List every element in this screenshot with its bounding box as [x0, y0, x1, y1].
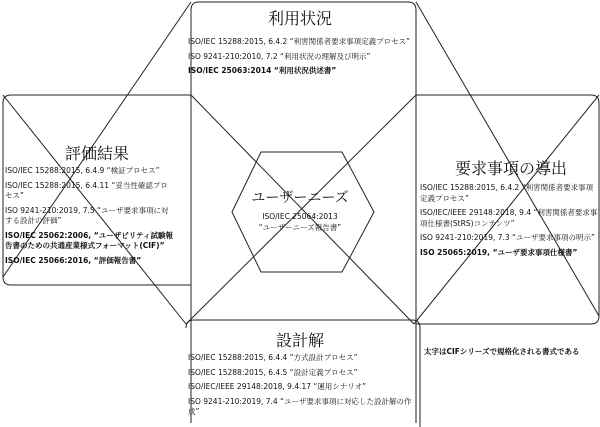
- left-ref-item: ISO/IEC 25066:2016, “評価報告書”: [5, 255, 142, 265]
- center-ref-item: “ユーザーニーズ報告書”: [258, 222, 342, 232]
- left-heading: 評価結果: [65, 144, 130, 163]
- center-ref-item: ISO/IEC 25064:2013: [262, 212, 338, 221]
- top-heading: 利用状況: [267, 9, 332, 28]
- bottom-ref-item: ISO/IEC 15288:2015, 6.4.5 “設計定義プロセス”: [188, 367, 358, 377]
- bottom-ref-item: ISO 9241-210:2019, 7.4 “ユーザ要求事項に対応した設計解の作成”: [188, 396, 412, 416]
- right-ref-item: ISO 25065:2019, “ユーザ要求事項仕様書”: [420, 247, 578, 257]
- left-ref-item: ISO/IEC 25062:2006, “ユーザビリティ試験報告書のための共通産業様式フォーマット(CIF)”: [5, 230, 173, 250]
- diagonal-top-right: [186, 95, 416, 324]
- top-ref-item: ISO/IEC 25063:2014 “利用状況供述書”: [188, 66, 337, 75]
- bottom-ref-item: ISO/IEC/IEEE 29148:2018, 9.4.17 “運用シナリオ”: [188, 382, 367, 391]
- left-ref-item: ISO 9241-210:2019, 7.5 “ユーザ要求事項に対する設計の評価”: [5, 205, 169, 225]
- right-ref-item: ISO/IEC/IEEE 29148:2018, 9.4 “利害関係者要求事項仕様書(StRS)コンテンツ”: [420, 208, 598, 228]
- bottom-refs: [188, 353, 418, 422]
- top-ref-item: ISO 9241-210:2010, 7.2 “利用状況の理解及び明示”: [188, 51, 371, 61]
- center-heading: ユーザーニーズ: [251, 190, 349, 206]
- right-ref-item: ISO 9241-210:2019, 7.3 “ユーザ要求事項の明示”: [420, 233, 595, 242]
- left-ref-item: ISO/IEC 15288:2015, 6.4.11 “妥当性確認プロセス”: [5, 180, 168, 200]
- top-refs: [188, 37, 418, 81]
- right-ref-item: ISO/IEC 15288:2015, 6.4.2 “利害関係者要求事項定義プロセス”: [420, 183, 594, 203]
- legend-note: 太字はCIFシリーズで規格化される書式である: [424, 347, 580, 356]
- right-heading: 要求事項の導出: [455, 159, 568, 178]
- bottom-heading: 設計解: [275, 331, 324, 350]
- diagonal-top-left: [191, 95, 414, 324]
- left-ref-item: ISO/IEC 15288:2015, 6.4.9 “検証プロセス”: [5, 166, 160, 175]
- left-refs: [5, 166, 175, 270]
- top-ref-item: ISO/IEC 15288:2015, 6.4.2 “利害関係者要求事項定義プロセス”: [188, 37, 410, 46]
- center-refs: [250, 212, 350, 233]
- bottom-ref-item: ISO/IEC 15288:2015, 6.4.4 “方式設計プロセス”: [188, 353, 358, 362]
